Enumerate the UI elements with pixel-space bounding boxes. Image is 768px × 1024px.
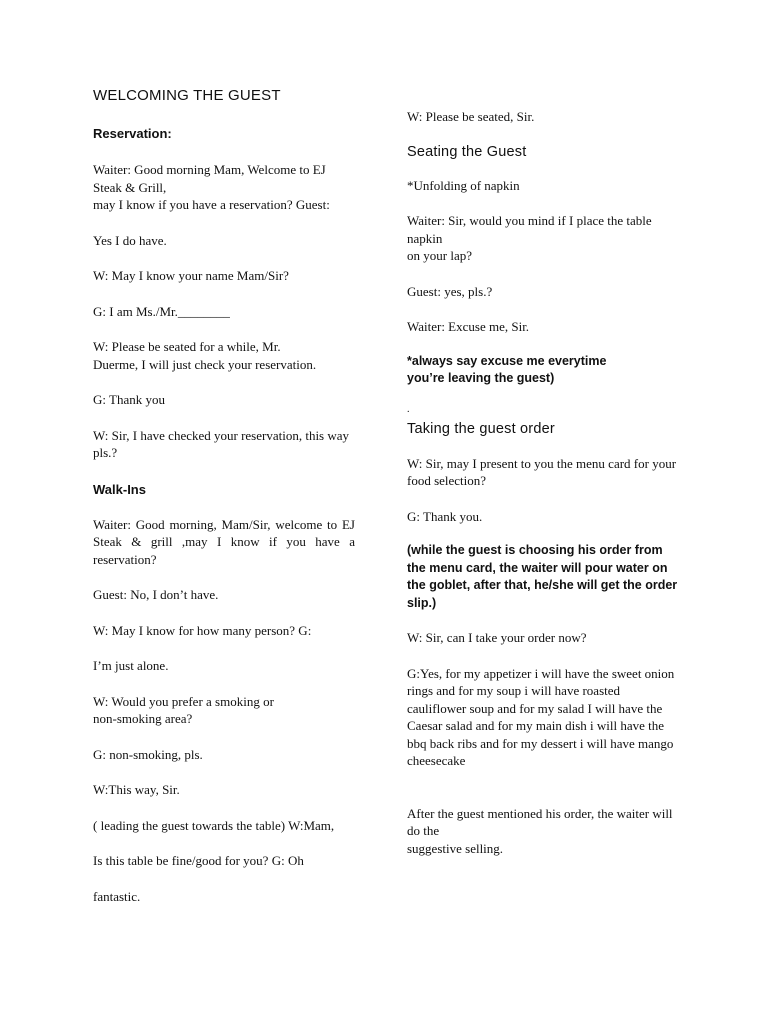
text-line: you’re leaving the guest) [407, 371, 555, 385]
walkins-paragraph-7: W:This way, Sir. [93, 782, 180, 797]
seating-paragraph-4: Waiter: Excuse me, Sir. [407, 319, 530, 334]
walkins-paragraph-10: fantastic. [93, 888, 141, 904]
text-line: on your lap? [407, 248, 472, 263]
order-paragraph-4: G:Yes, for my appetizer i will have the sweet onion rings and for my soup i will have roasted cauliflower soup and for my salad I will have the Caesar salad and for my main dish i will have the bbq back ribs and for my dessert i will have mango cheesecake [407, 665, 675, 768]
walkins-paragraph-1: Waiter: Good morning, Mam/Sir, welcome to EJ Steak & grill ,may I know if you have a reservation? [93, 516, 355, 567]
text-line: Waiter: Sir, would you mind if I place the table napkin [407, 213, 652, 246]
stray-dot: . [407, 403, 410, 415]
reservation-paragraph-3: W: May I know your name Mam/Sir? [93, 268, 289, 283]
walkins-paragraph-4: I’m just alone. [93, 658, 169, 673]
reservation-heading: Reservation: [93, 126, 172, 141]
text-line: *always say excuse me everytime [407, 353, 607, 368]
walkins-paragraph-2: Guest: No, I don’t have. [93, 587, 219, 602]
text-line: After the guest mentioned his order, the waiter will do the [407, 805, 673, 838]
walkins-paragraph-8: ( leading the guest towards the table) W:Mam, [93, 817, 335, 833]
walkins-paragraph-5 [93, 693, 355, 728]
walkins-paragraph-3: W: May I know for how many person? G: [93, 622, 312, 638]
order-note: (while the guest is choosing his order from the menu card, the waiter will pour water on the goblet, after that, he/she will get the order slip.) [407, 543, 678, 610]
order-heading: Taking the guest order [407, 420, 555, 437]
reservation-paragraph-4: G: I am Ms./Mr.________ [93, 303, 230, 319]
text-line: suggestive selling. [407, 840, 504, 856]
seating-note [407, 353, 682, 388]
walkins-paragraph-9: Is this table be fine/good for you? G: Oh [93, 853, 304, 868]
walkins-paragraph-6: G: non-smoking, pls. [93, 746, 203, 762]
seated-line: W: Please be seated, Sir. [407, 109, 535, 124]
text-line: W: Please be seated for a while, Mr. [93, 339, 281, 354]
reservation-paragraph-1 [93, 161, 355, 214]
reservation-paragraph-2: Yes I do have. [93, 232, 167, 248]
seating-paragraph-1: *Unfolding of napkin [407, 177, 520, 193]
text-line: Duerme, I will just check your reservation. [93, 356, 317, 372]
walkins-heading: Walk-Ins [93, 481, 146, 497]
reservation-paragraph-6: G: Thank you [93, 392, 165, 407]
text-line: Waiter: Good morning Mam, Welcome to EJ Steak & Grill, [93, 162, 326, 195]
reservation-paragraph-5 [93, 338, 355, 373]
left-column [93, 86, 355, 905]
order-paragraph-5 [407, 805, 682, 858]
text-line: non-smoking area? [93, 711, 193, 726]
document-title: WELCOMING THE GUEST [93, 87, 281, 104]
seating-heading: Seating the Guest [407, 143, 527, 160]
reservation-paragraph-7: W: Sir, I have checked your reservation, this way pls.? [93, 427, 350, 460]
seating-paragraph-2 [407, 212, 682, 265]
order-paragraph-2: G: Thank you. [407, 508, 483, 524]
text-line: W: Would you prefer a smoking or [93, 693, 274, 709]
order-paragraph-1: W: Sir, may I present to you the menu card for your food selection? [407, 455, 677, 488]
order-paragraph-3: W: Sir, can I take your order now? [407, 630, 587, 645]
seating-paragraph-3: Guest: yes, pls.? [407, 283, 493, 299]
text-line: may I know if you have a reservation? Guest: [93, 197, 330, 212]
right-column [407, 108, 682, 857]
